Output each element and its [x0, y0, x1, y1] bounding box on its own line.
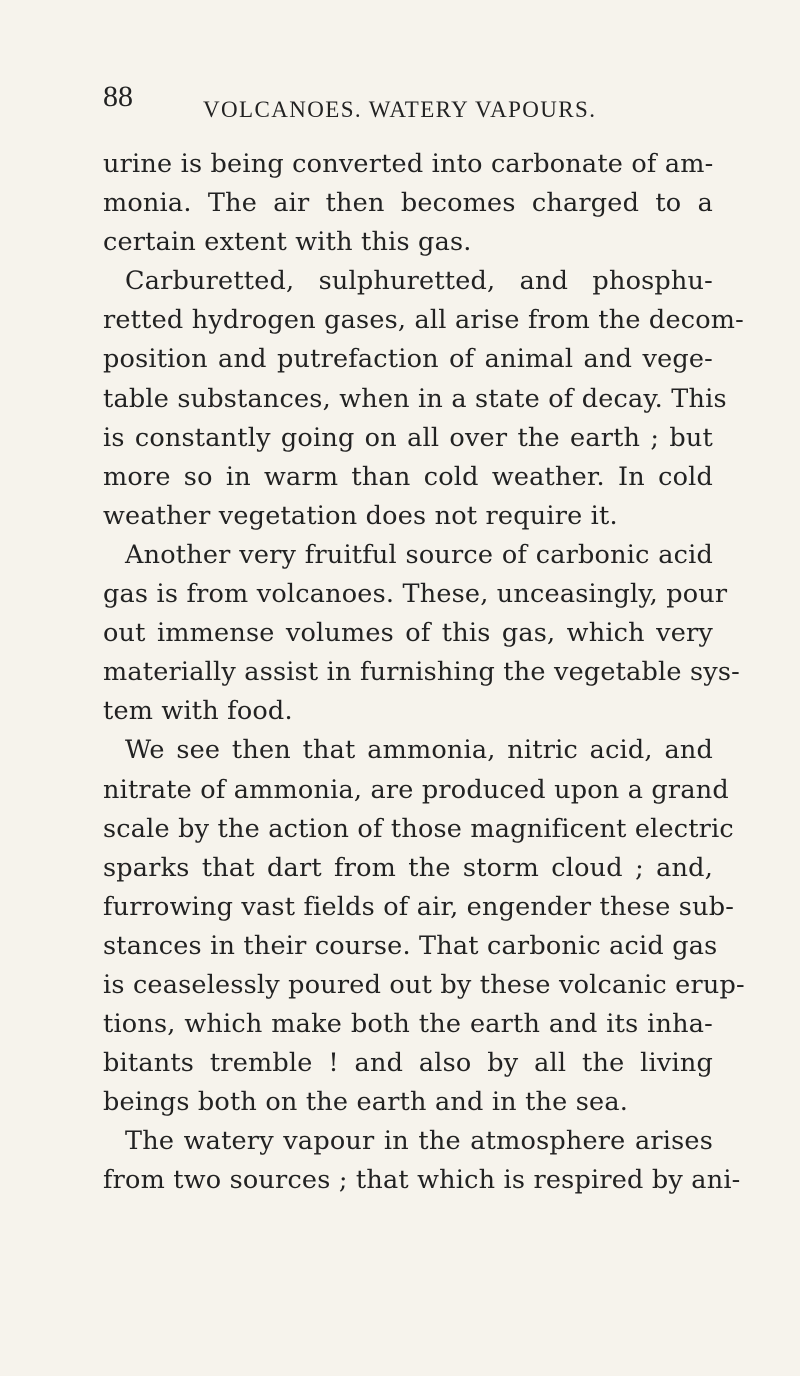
text-line: from two sources ; that which is respired by ani- — [103, 1165, 741, 1196]
text-line: position and putrefaction of animal and vege- — [103, 344, 713, 375]
text-line: more so in warm than cold weather. In cold — [103, 461, 713, 492]
body-text — [103, 145, 745, 1201]
text-line: materially assist in furnishing the vegetable sys- — [103, 657, 740, 688]
text-line: The watery vapour in the atmosphere arises — [125, 1126, 713, 1157]
text-line: weather vegetation does not require it. — [103, 500, 618, 531]
text-line: urine is being converted into carbonate of am- — [103, 149, 714, 179]
text-line: scale by the action of those magnificent electric — [103, 813, 734, 844]
text-line: retted hydrogen gases, all arise from the decom- — [103, 305, 744, 336]
text-line: is constantly going on all over the earth ; but — [103, 422, 713, 453]
text-line: nitrate of ammonia, are produced upon a grand — [103, 774, 729, 805]
text-line: certain extent with this gas. — [103, 227, 472, 258]
text-line: furrowing vast fields of air, engender these sub- — [103, 891, 735, 922]
text-line: stances in their course. That carbonic acid gas — [103, 930, 718, 961]
text-line: is ceaselessly poured out by these volcanic erup- — [103, 969, 745, 1000]
text-line: Carburetted, sulphuretted, and phosphu- — [125, 266, 713, 297]
text-line: sparks that dart from the storm cloud ; and, — [103, 852, 713, 883]
text-line: table substances, when in a state of decay. This — [103, 383, 727, 414]
text-line: tions, which make both the earth and its inha- — [103, 1009, 713, 1040]
text-line: tem with food. — [103, 696, 293, 727]
text-line: beings both on the earth and in the sea. — [103, 1087, 629, 1118]
text-line: bitants tremble ! and also by all the living — [103, 1048, 713, 1079]
running-head: VOLCANOES. WATERY VAPOURS. — [203, 97, 597, 122]
page-number: 88 — [103, 80, 133, 113]
text-line: Another very fruitful source of carbonic acid — [125, 539, 713, 570]
text-line: out immense volumes of this gas, which very — [103, 618, 713, 649]
text-line: We see then that ammonia, nitric acid, and — [125, 735, 713, 766]
text-line: monia. The air then becomes charged to a — [103, 188, 713, 219]
text-line: gas is from volcanoes. These, unceasingly, pour — [103, 579, 728, 610]
